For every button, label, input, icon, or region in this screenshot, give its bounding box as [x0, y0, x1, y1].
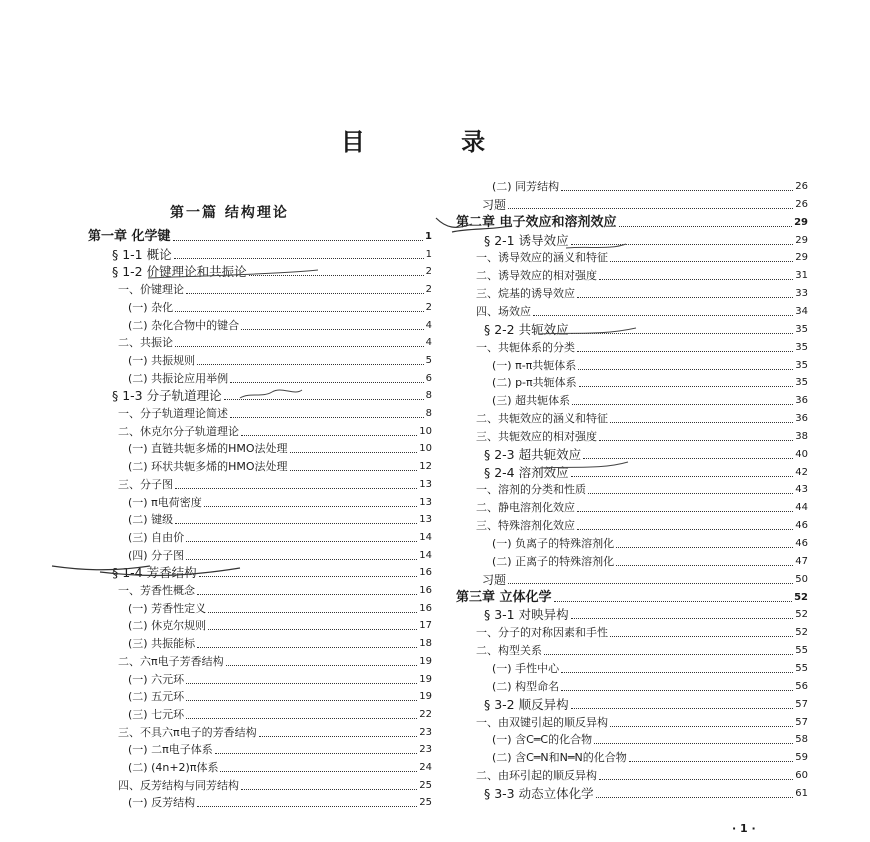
toc-entry-page: 56 — [795, 680, 808, 692]
toc-entry — [128, 370, 432, 388]
toc-entry-title: 三、共轭效应的相对强度 — [476, 429, 597, 443]
toc-entry — [88, 228, 432, 246]
toc-leader-dots — [571, 707, 794, 709]
toc-entry-page: 14 — [419, 531, 432, 543]
toc-leader-dots — [199, 575, 418, 577]
toc-entry — [128, 494, 432, 512]
toc-entry — [476, 303, 808, 321]
toc-entry-title: 四、反芳结构与同芳结构 — [118, 778, 239, 792]
toc-leader-dots — [290, 469, 418, 471]
toc-entry-page: 29 — [794, 216, 808, 228]
toc-entry — [128, 688, 432, 706]
toc-entry-title: 一、分子轨道理论简述 — [118, 407, 228, 420]
toc-entry — [128, 317, 432, 335]
toc-leader-dots — [186, 292, 424, 294]
toc-entry-page: 2 — [425, 284, 432, 296]
toc-entry-page: 42 — [795, 466, 808, 478]
toc-entry — [112, 263, 432, 281]
toc-entry-title: (一) π电荷密度 — [128, 495, 202, 509]
toc-entry — [492, 731, 808, 749]
part-title: 第一篇 结构理论 — [170, 205, 289, 221]
toc-entry — [118, 777, 432, 795]
page-number: · 1 · — [732, 822, 756, 835]
toc-entry — [128, 529, 432, 547]
toc-leader-dots — [610, 260, 793, 262]
toc-entry-page: 34 — [795, 305, 808, 317]
toc-leader-dots — [577, 510, 793, 512]
toc-entry-title: (二) (4n+2)π体系 — [128, 761, 219, 774]
toc-entry-page: 47 — [795, 555, 808, 567]
toc-leader-dots — [619, 225, 793, 227]
toc-entry — [476, 285, 808, 303]
toc-entry-title: (二) 同芳结构 — [492, 180, 560, 193]
toc-entry-page: 26 — [795, 181, 808, 192]
toc-entry-title: § 1-4 芳香结构 — [112, 565, 197, 581]
toc-entry-title: 二、六π电子芳香结构 — [118, 654, 224, 668]
toc-leader-dots — [599, 778, 793, 780]
toc-entry-title: 习题 — [482, 197, 507, 212]
toc-entry — [476, 642, 808, 660]
toc-entry — [128, 635, 432, 653]
toc-entry-page: 13 — [419, 496, 432, 508]
toc-entry-title: 四、场效应 — [476, 304, 531, 318]
toc-entry — [118, 476, 432, 494]
toc-entry-title: § 2-3 超共轭效应 — [484, 446, 582, 462]
toc-entry — [484, 321, 808, 339]
toc-leader-dots — [174, 257, 424, 259]
toc-leader-dots — [561, 671, 793, 673]
toc-entry-title: § 2-1 诱导效应 — [484, 232, 569, 248]
toc-entry-page: 36 — [795, 413, 808, 425]
toc-entry — [476, 410, 808, 428]
toc-leader-dots — [175, 310, 424, 312]
toc-entry-title: (二) 含C═N和N═N的化合物 — [492, 751, 627, 765]
toc-entry-page: 1 — [425, 231, 432, 242]
toc-entry-page: 55 — [795, 645, 808, 657]
toc-leader-dots — [230, 416, 424, 418]
toc-entry-page: 40 — [795, 448, 808, 460]
toc-entry-title: (二) 共振论应用举例 — [128, 371, 229, 385]
page-title: 目 录 — [340, 128, 530, 156]
toc-entry-title: (二) 环状共轭多烯的HMO法处理 — [128, 460, 288, 474]
toc-entry-title: (二) 五元环 — [128, 690, 185, 704]
toc-entry-page: 6 — [425, 372, 432, 384]
toc-leader-dots — [599, 278, 793, 280]
toc-leader-dots — [571, 332, 794, 334]
toc-entry — [492, 374, 808, 392]
toc-leader-dots — [186, 558, 417, 560]
toc-entry — [476, 267, 808, 285]
toc-leader-dots — [577, 350, 793, 352]
toc-leader-dots — [175, 345, 424, 347]
toc-entry-page: 58 — [795, 734, 808, 746]
toc-entry-title: (二) 键级 — [128, 513, 174, 527]
toc-entry — [456, 214, 808, 232]
toc-entry-page: 8 — [425, 390, 432, 402]
toc-entry-page: 35 — [795, 341, 808, 353]
toc-entry — [484, 785, 808, 803]
toc-entry-title: § 1-1 概论 — [112, 246, 172, 262]
toc-entry-title: (一) 共振规则 — [128, 353, 196, 367]
toc-entry-title: 二、静电溶剂化效应 — [476, 501, 575, 515]
toc-entry — [128, 600, 432, 618]
toc-leader-dots — [175, 487, 417, 489]
toc-entry-page: 24 — [419, 762, 432, 773]
toc-leader-dots — [241, 434, 417, 436]
toc-entry — [484, 464, 808, 482]
toc-entry-page: 36 — [795, 395, 808, 407]
toc-leader-dots — [186, 682, 417, 684]
toc-entry-page: 13 — [419, 478, 432, 490]
toc-entry — [128, 299, 432, 317]
toc-entry — [112, 246, 432, 264]
toc-entry-title: 第三章 立体化学 — [456, 589, 552, 605]
toc-leader-dots — [226, 664, 418, 666]
toc-entry-page: 26 — [795, 198, 808, 210]
toc-entry-page: 55 — [795, 662, 808, 674]
toc-leader-dots — [629, 760, 794, 762]
toc-entry-title: 一、诱导效应的涵义和特征 — [476, 251, 608, 265]
toc-entry-title: 习题 — [482, 572, 507, 587]
toc-entry-title: (一) 手性中心 — [492, 661, 560, 675]
toc-entry-title: (一) 负离子的特殊溶剂化 — [492, 537, 615, 550]
toc-entry-page: 4 — [425, 319, 432, 331]
toc-entry — [476, 499, 808, 517]
toc-leader-dots — [290, 451, 418, 453]
toc-entry-page: 60 — [795, 770, 808, 782]
toc-entry-page: 35 — [795, 359, 808, 371]
toc-entry-page: 16 — [419, 567, 432, 579]
toc-entry-title: (二) 正离子的特殊溶剂化 — [492, 554, 615, 568]
toc-leader-dots — [220, 770, 417, 772]
toc-leader-dots — [204, 505, 418, 507]
toc-entry — [476, 481, 808, 499]
toc-entry-page: 35 — [795, 323, 808, 335]
toc-entry-page: 22 — [419, 708, 432, 720]
toc-leader-dots — [583, 457, 793, 459]
toc-entry — [476, 714, 808, 732]
toc-entry — [482, 196, 808, 214]
toc-entry — [118, 582, 432, 600]
toc-leader-dots — [571, 617, 794, 619]
toc-entry-title: § 3-1 对映异构 — [484, 607, 569, 623]
toc-entry-page: 43 — [795, 484, 808, 496]
toc-leader-dots — [259, 735, 418, 737]
toc-leader-dots — [571, 243, 794, 245]
toc-entry-page: 29 — [795, 234, 808, 246]
toc-leader-dots — [215, 752, 418, 754]
toc-entry-page: 46 — [795, 520, 808, 532]
toc-leader-dots — [230, 381, 424, 383]
toc-leader-dots — [197, 805, 417, 807]
toc-entry-page: 23 — [419, 726, 432, 738]
toc-entry-page: 2 — [425, 301, 432, 313]
toc-leader-dots — [572, 403, 793, 405]
toc-entry-title: 一、芳香性概念 — [118, 584, 195, 597]
toc-entry-page: 23 — [419, 744, 432, 756]
toc-entry-title: 一、由双键引起的顺反异构 — [476, 715, 608, 729]
toc-entry-page: 16 — [419, 602, 432, 614]
toc-entry-title: (二) 休克尔规则 — [128, 619, 207, 633]
toc-entry — [482, 571, 808, 589]
toc-entry-page: 57 — [795, 698, 808, 710]
toc-entry — [484, 606, 808, 624]
toc-leader-dots — [577, 528, 793, 530]
toc-entry-title: 二、由环引起的顺反异构 — [476, 769, 597, 783]
toc-entry — [112, 564, 432, 582]
toc-entry-title: (一) 杂化 — [128, 300, 174, 314]
toc-entry — [118, 724, 432, 742]
toc-entry-title: § 2-4 溶剂效应 — [484, 464, 569, 480]
toc-entry-page: 52 — [794, 591, 808, 603]
toc-leader-dots — [579, 385, 794, 387]
toc-leader-dots — [616, 564, 793, 566]
toc-leader-dots — [578, 368, 793, 370]
toc-leader-dots — [554, 600, 793, 602]
toc-leader-dots — [197, 646, 417, 648]
toc-entry — [128, 440, 432, 458]
toc-entry-title: § 1-2 价键理论和共振论 — [112, 264, 247, 280]
toc-entry — [128, 352, 432, 370]
toc-entry-title: (一) 含C═C的化合物 — [492, 733, 593, 747]
toc-entry — [128, 458, 432, 476]
toc-entry-page: 52 — [795, 609, 808, 621]
toc-entry-page: 59 — [795, 752, 808, 764]
toc-entry-title: (一) 芳香性定义 — [128, 601, 207, 615]
toc-entry — [492, 392, 808, 410]
toc-entry-page: 5 — [425, 354, 432, 366]
toc-entry-page: 33 — [795, 288, 808, 300]
toc-entry-title: (三) 自由价 — [128, 530, 185, 544]
toc-entry — [128, 706, 432, 724]
toc-entry — [492, 357, 808, 375]
toc-entry — [118, 423, 432, 441]
toc-leader-dots — [197, 363, 424, 365]
toc-entry — [476, 339, 808, 357]
toc-entry-title: (一) 六元环 — [128, 672, 185, 686]
toc-entry — [492, 535, 808, 553]
toc-entry-title: 二、共轭效应的涵义和特征 — [476, 412, 608, 426]
toc-leader-dots — [173, 239, 424, 241]
toc-entry-page: 16 — [419, 585, 432, 596]
toc-leader-dots — [594, 742, 793, 744]
toc-entry — [484, 446, 808, 464]
toc-entry-title: (三) 七元环 — [128, 707, 185, 721]
toc-entry-page: 35 — [795, 377, 808, 389]
toc-entry-title: 三、特殊溶剂化效应 — [476, 519, 575, 533]
toc-entry-title: 二、诱导效应的相对强度 — [476, 269, 597, 283]
toc-leader-dots — [577, 296, 793, 298]
toc-leader-dots — [588, 492, 793, 494]
toc-entry-title: (一) π-π共轭体系 — [492, 358, 577, 372]
toc-entry — [476, 624, 808, 642]
toc-entry-page: 25 — [419, 779, 432, 791]
toc-entry-title: (一) 二π电子体系 — [128, 743, 213, 757]
toc-entry — [492, 678, 808, 696]
toc-entry-page: 52 — [795, 627, 808, 639]
toc-leader-dots — [533, 314, 793, 316]
toc-entry-title: § 1-3 分子轨道理论 — [112, 388, 222, 404]
toc-entry-title: (三) 共振能标 — [128, 637, 196, 651]
toc-entry-title: 第一章 化学键 — [88, 229, 171, 244]
toc-entry — [118, 405, 432, 423]
toc-entry-page: 57 — [795, 716, 808, 728]
toc-entry — [492, 553, 808, 571]
toc-leader-dots — [241, 788, 417, 790]
toc-leader-dots — [186, 717, 417, 719]
toc-entry-page: 31 — [795, 270, 808, 282]
toc-entry — [128, 617, 432, 635]
toc-leader-dots — [561, 689, 793, 691]
toc-entry-title: 二、共振论 — [118, 336, 173, 350]
toc-entry-title: (一) 直链共轭多烯的HMO法处理 — [128, 442, 288, 456]
toc-entry-page: 10 — [419, 443, 432, 455]
toc-entry-title: (四) 分子图 — [128, 548, 185, 562]
toc-leader-dots — [249, 274, 424, 276]
toc-leader-dots — [616, 546, 793, 548]
toc-entry — [128, 671, 432, 689]
toc-entry — [112, 387, 432, 405]
toc-leader-dots — [599, 439, 793, 441]
toc-entry-title: 一、价键理论 — [118, 283, 184, 297]
toc-entry-page: 19 — [419, 655, 432, 667]
toc-entry-page: 17 — [419, 620, 432, 632]
toc-entry — [456, 589, 808, 607]
toc-entry-title: § 3-2 顺反异构 — [484, 696, 569, 712]
toc-leader-dots — [186, 699, 417, 701]
toc-entry-title: (二) 构型命名 — [492, 679, 560, 693]
toc-entry — [128, 511, 432, 529]
toc-entry-page: 13 — [419, 514, 432, 526]
toc-leader-dots — [208, 628, 417, 630]
toc-entry-page: 10 — [419, 425, 432, 437]
toc-entry-page: 38 — [795, 430, 808, 442]
toc-leader-dots — [508, 207, 793, 209]
toc-entry-title: 二、休克尔分子轨道理论 — [118, 424, 239, 438]
toc-leader-dots — [596, 796, 794, 798]
toc-entry — [118, 653, 432, 671]
toc-entry-title: § 2-2 共轭效应 — [484, 321, 569, 337]
toc-entry-page: 61 — [795, 787, 808, 799]
toc-entry-title: (一) 反芳结构 — [128, 796, 196, 810]
toc-entry-page: 14 — [419, 549, 432, 561]
toc-entry-page: 19 — [419, 691, 432, 703]
toc-entry-page: 29 — [795, 252, 808, 264]
toc-entry-title: (三) 超共轭体系 — [492, 394, 571, 408]
toc-leader-dots — [175, 522, 417, 524]
toc-leader-dots — [508, 582, 793, 584]
toc-entry-title: § 3-3 动态立体化学 — [484, 785, 594, 801]
toc-entry — [128, 547, 432, 565]
toc-leader-dots — [571, 475, 794, 477]
toc-entry-page: 4 — [425, 337, 432, 349]
toc-entry-title: 三、不具六π电子的芳香结构 — [118, 725, 257, 739]
toc-entry-page: 18 — [419, 638, 432, 650]
toc-entry — [128, 759, 432, 777]
toc-entry-page: 2 — [425, 266, 432, 278]
toc-entry-page: 44 — [795, 502, 808, 514]
toc-entry-page: 50 — [795, 573, 808, 585]
toc-entry-title: 一、分子的对称因素和手性 — [476, 626, 608, 640]
toc-entry — [484, 696, 808, 714]
toc-entry — [476, 249, 808, 267]
toc-leader-dots — [241, 328, 424, 330]
toc-entry — [476, 517, 808, 535]
toc-entry-title: 第二章 电子效应和溶剂效应 — [456, 214, 617, 230]
toc-entry — [492, 749, 808, 767]
toc-leader-dots — [610, 421, 793, 423]
toc-entry-title: 一、溶剂的分类和性质 — [476, 483, 586, 497]
toc-entry-title: 一、共轭体系的分类 — [476, 340, 575, 354]
toc-entry — [492, 660, 808, 678]
toc-leader-dots — [561, 189, 793, 191]
toc-entry — [128, 741, 432, 759]
toc-entry — [492, 178, 808, 196]
toc-leader-dots — [544, 653, 793, 655]
toc-entry-title: (二) 杂化合物中的键合 — [128, 318, 240, 332]
toc-leader-dots — [224, 398, 424, 400]
toc-entry-page: 25 — [419, 797, 432, 809]
toc-entry-page: 19 — [419, 673, 432, 685]
toc-leader-dots — [186, 540, 417, 542]
toc-entry — [118, 281, 432, 299]
toc-leader-dots — [610, 635, 793, 637]
toc-entry-page: 8 — [425, 408, 432, 419]
toc-entry-title: (二) p-π共轭体系 — [492, 376, 577, 390]
toc-leader-dots — [610, 725, 793, 727]
toc-leader-dots — [197, 593, 417, 595]
toc-entry — [484, 232, 808, 250]
toc-entry-title: 三、烷基的诱导效应 — [476, 287, 575, 301]
toc-entry-page: 46 — [795, 538, 808, 549]
toc-entry-title: 二、构型关系 — [476, 644, 542, 658]
toc-entry — [476, 428, 808, 446]
toc-leader-dots — [208, 611, 417, 613]
toc-entry — [118, 334, 432, 352]
toc-entry-page: 12 — [419, 461, 432, 473]
toc-entry — [128, 794, 432, 812]
toc-entry-page: 1 — [425, 248, 432, 260]
toc-entry — [476, 767, 808, 785]
toc-entry-title: 三、分子图 — [118, 477, 173, 491]
